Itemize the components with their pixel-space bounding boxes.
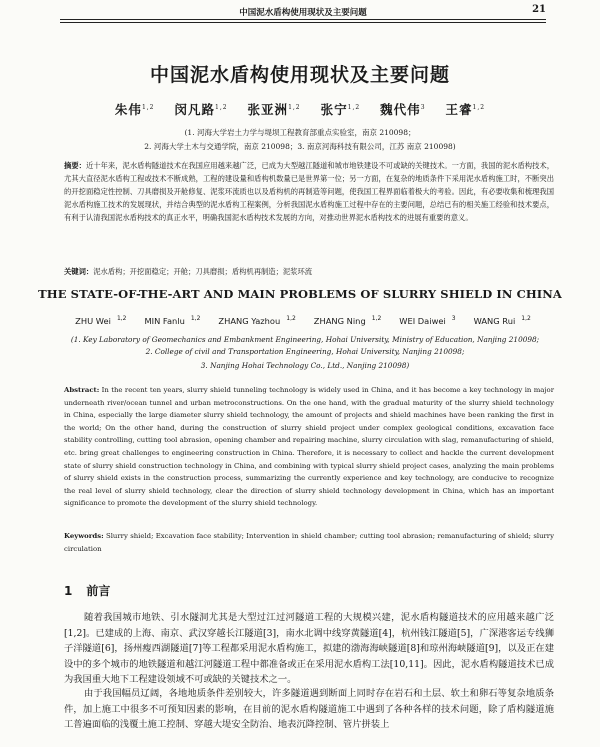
affiliation-cn: 2. 河海大学土木与交通学院，南京 210098；3. 南京河海科技有限公司，江苏 南京 210098) bbox=[144, 142, 456, 151]
abstract-cn bbox=[64, 159, 554, 224]
author-list-cn bbox=[0, 100, 600, 118]
section-heading bbox=[64, 582, 110, 599]
keywords-cn bbox=[64, 265, 554, 278]
body-paragraph: 由于我国幅员辽阔，各地地质条件差别较大，许多隧道遇到断面上同时存在岩石和土层、软土和卵石等复杂地质条件，加上施工中很多不可预知因素的影响，在目前的泥水盾构隧道施工中遇到了各种各样的技术问题，除了盾构隧道施工普遍面临的浅覆土施工控制、穿越大堤安全防治、地表沉降控制、管片拼装上 bbox=[64, 688, 554, 730]
section-title: 前言 bbox=[86, 584, 111, 598]
author: WANG Rui $^{1,2}$ bbox=[473, 315, 531, 326]
author: WEI Daiwei $^3$ bbox=[399, 315, 456, 326]
abstract-label: Abstract: bbox=[64, 386, 100, 394]
author: 张亚洲$^{1,2}$ bbox=[247, 102, 301, 117]
body-paragraph: 随着我国城市地铁、引水隧洞尤其是大型过江过河隧道工程的大规模兴建，泥水盾构隧道技术的应用越来越广泛[1,2]。已建成的上海、南京、武汉穿越长江隧道[3]，南水北调中线穿黄隧道[4]，杭州钱江隧道[5]，广深港客运专线狮子洋隧道[6]，扬州瘦西湖隧道[7]等工程都采用泥水盾构施工，拟建的渤海海峡隧道[8]和琼州海峡隧道[9]，以及正在建设中的多个城市的地铁隧道和越江河隧道工程中都准备或正在采用泥水盾构工法[10,11]。因此，泥水盾构隧道技术已成为我国重大地下工程建设领域不可或缺的关键技术之一。 bbox=[64, 612, 554, 685]
paper-title-cn: 中国泥水盾构使用现状及主要问题 bbox=[149, 64, 450, 86]
author: ZHANG Yazhou $^{1,2}$ bbox=[218, 315, 296, 326]
keywords-label: 关键词： bbox=[64, 267, 94, 276]
header-rule bbox=[60, 19, 546, 20]
author: 张宁$^{1,2}$ bbox=[320, 102, 361, 117]
header-rule-thin bbox=[60, 22, 546, 23]
author: ZHANG Ning $^{1,2}$ bbox=[313, 315, 382, 326]
abstract-text: In the recent ten years, slurry shield tunneling technology is widely used in China, and it has become a key technology in major underneath river/ocean tunnel and urban metroconstructions. On the one hand, with the gradual maturity of the slurry shield technology in China, especially the large diameter slurry shield technology, the amount of projects and shield machines have been ranking the first in the world; On the other hand, during the construction of slurry shield project under complex geological conditions, excavation face stability controlling, cutting tool abrasion, opening chamber and repairing machine, slurry circulation with slag, remanufacturing of shield, etc. bring great challenges to engineering construction in China. Therefore, it is necessary to collect and hackle the current development state of slurry shield construction technology in China, and combining with typical slurry shield project cases, analyzing the main problems of slurry shield exists in the construction process, summarizing the currently experience and key technology, are conducive to recognize the real level of slurry shield technology, clear the direction of slurry shield technology development in China, which has an important significance to promote the development of the slurry shield technology. bbox=[64, 386, 554, 508]
section-number: 1 bbox=[64, 584, 73, 598]
author: 魏代伟$^3$ bbox=[380, 102, 426, 117]
keywords-text: Slurry shield; Excavation face stability; Intervention in shield chamber; cutting tool abrasion; remanufacturing of shield; slurry circulation bbox=[64, 532, 554, 553]
keywords-en bbox=[64, 530, 554, 555]
abstract-label: 摘要： bbox=[64, 161, 86, 170]
affiliation-en: 3. Nanjing Hohai Technology Co., Ltd., Nanjing 210098) bbox=[200, 361, 410, 370]
author: 闵凡路$^{1,2}$ bbox=[174, 102, 228, 117]
keywords-text: 泥水盾构；开挖面稳定；开舱；刀具磨损；盾构机再制造；泥浆环流 bbox=[93, 267, 313, 276]
author: 朱伟$^{1,2}$ bbox=[114, 102, 155, 117]
author: 王睿$^{1,2}$ bbox=[445, 102, 486, 117]
affiliation-en: (1. Key Laboratory of Geomechanics and Embankment Engineering, Hohai University, Ministry of Education, Nanjing 210098; bbox=[70, 335, 540, 344]
abstract-text: 近十年来，泥水盾构隧道技术在我国应用越来越广泛，已成为大型越江隧道和城市地铁建设不可或缺的关键技术。一方面，我国的泥水盾构技术，尤其大直径泥水盾构工程或技术不断成熟，工程的建设量和盾构机数量已是世界第一位；另一方面，在复杂的地质条件下采用泥水盾构施工时，不断突出的开挖面稳定性控制、刀具磨损及开舱修复、泥浆环流质也以及盾构机的再制造等问题，使我国工程界面临着极大的考验。因此，有必要收集和梳理我国泥水盾构施工技术的发展现状，并结合典型的泥水盾构工程案例，分析我国泥水盾构施工过程中存在的主要问题，总结已有的相关施工经验和技术要点，有利于认清我国泥水盾构技术的真正水平，明确我国泥水盾构技术发展的方向，对推动世界泥水盾构技术的进展有重要的意义。 bbox=[64, 161, 555, 223]
affiliation-en: 2. College of civil and Transportation Engineering, Hohai University, Nanjing 210098; bbox=[145, 347, 465, 356]
page-number: 21 bbox=[532, 4, 546, 15]
affiliation-cn: (1. 河海大学岩土力学与堤坝工程教育部重点实验室，南京 210098； bbox=[184, 128, 416, 137]
abstract-en bbox=[64, 384, 554, 510]
running-title: 中国泥水盾构使用现状及主要问题 bbox=[239, 8, 367, 18]
keywords-label: Keywords: bbox=[64, 532, 104, 540]
running-header bbox=[60, 6, 546, 20]
author: MIN Fanlu $^{1,2}$ bbox=[144, 315, 201, 326]
author-list-en bbox=[0, 316, 600, 326]
author: ZHU Wei $^{1,2}$ bbox=[75, 315, 127, 326]
paper-title-en: THE STATE-OF-THE-ART AND MAIN PROBLEMS OF SLURRY SHIELD IN CHINA bbox=[38, 287, 562, 301]
